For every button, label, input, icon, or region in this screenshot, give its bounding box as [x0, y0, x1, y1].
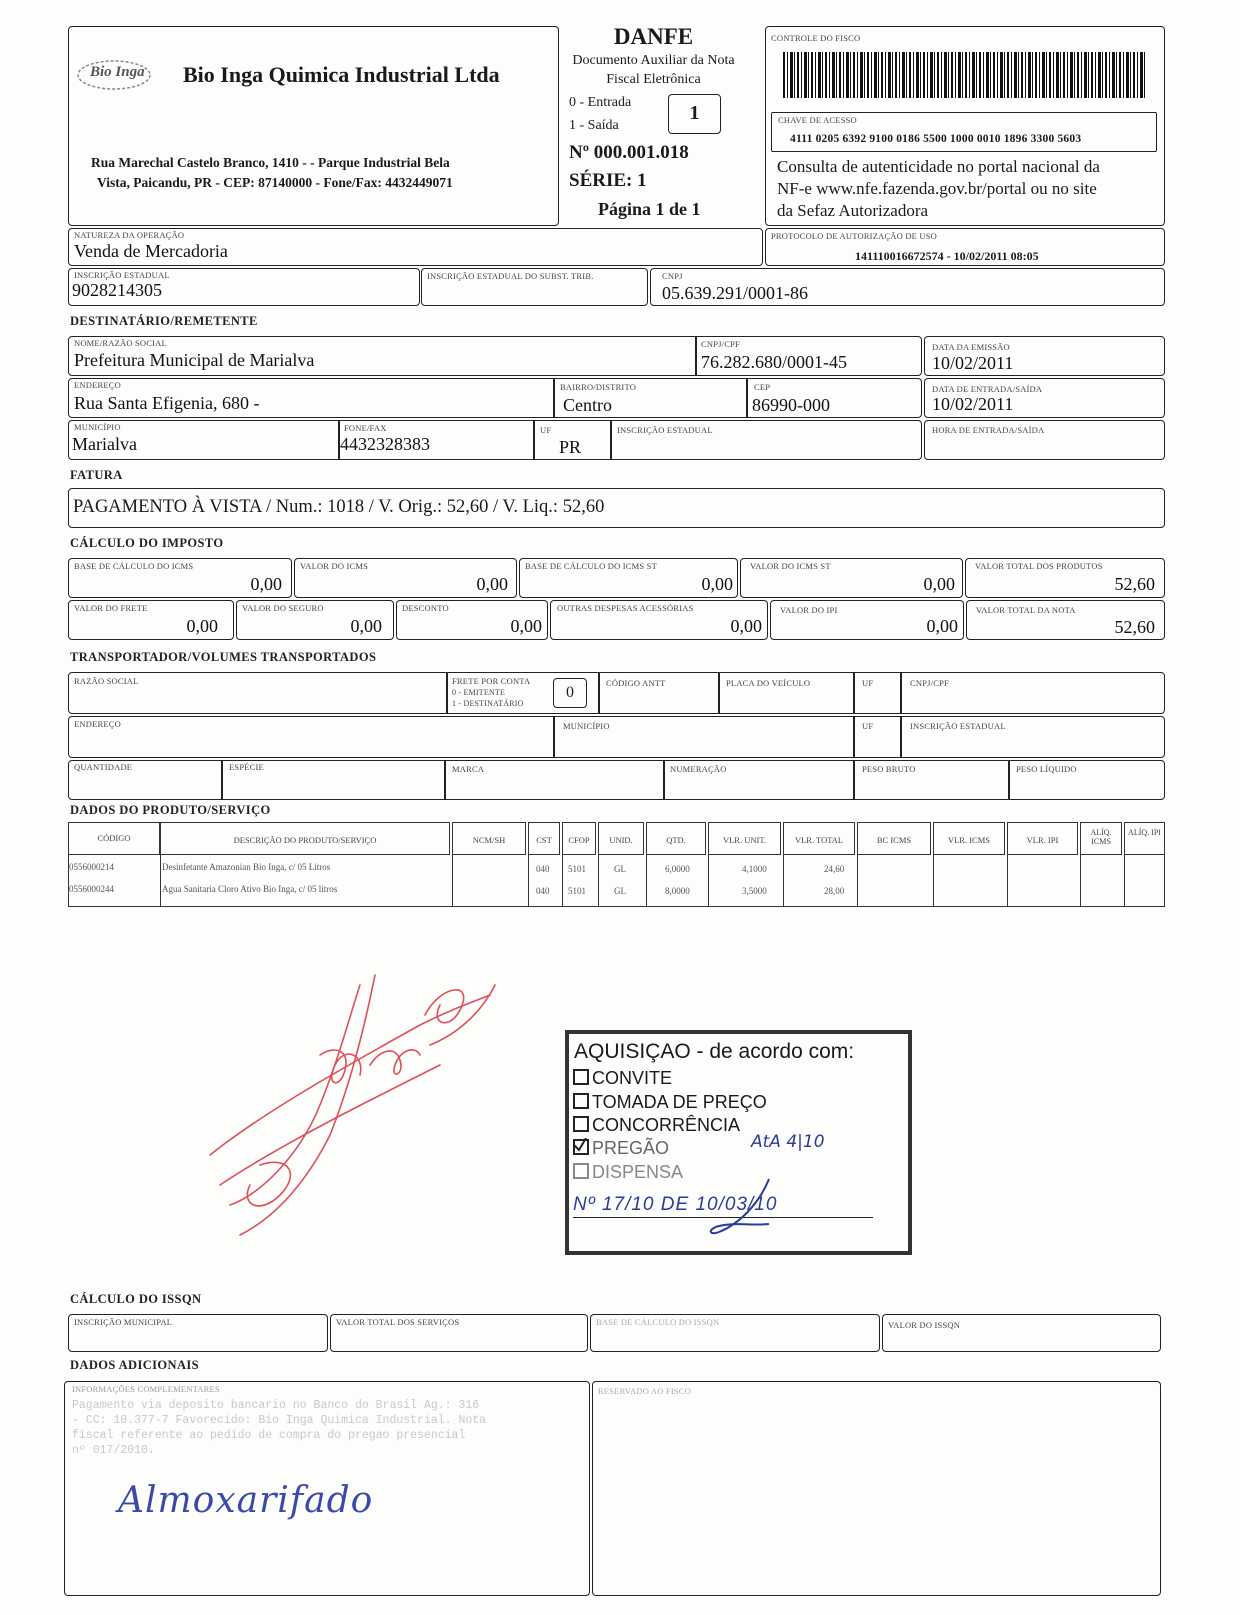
seguro-value: 0,00: [350, 616, 382, 636]
danfe-pagina: Página 1 de 1: [598, 199, 701, 219]
natureza-label: NATUREZA DA OPERAÇÃO: [74, 230, 185, 240]
transp-especie-label: ESPÉCIE: [229, 762, 264, 772]
transp-especie-divider: [221, 760, 223, 800]
row2-codigo: 0556000244: [69, 884, 114, 894]
dest-emissao-value: 10/02/2011: [932, 353, 1014, 373]
transp-peso-bruto-label: PESO BRUTO: [862, 764, 916, 774]
th-qtd: QTD.: [666, 835, 686, 845]
row2-vtotal: 28,00: [824, 886, 845, 896]
stamp-opt1-label: CONVITE: [592, 1068, 673, 1088]
dest-emissao-label: DATA DA EMISSÃO: [932, 342, 1010, 352]
produtos-section: DADOS DO PRODUTO/SERVIÇO: [70, 803, 271, 817]
danfe-numero: Nº 000.001.018: [569, 142, 689, 163]
col-line: [1007, 855, 1008, 907]
stamp-option-dispensa: [573, 1162, 683, 1183]
imposto-section: CÁLCULO DO IMPOSTO: [70, 536, 224, 550]
destinatario-section: DESTINATÁRIO/REMETENTE: [70, 314, 258, 328]
dest-cnpj-label: CNPJ/CPF: [701, 339, 740, 349]
danfe-title: DANFE: [613, 24, 694, 49]
row1-vunit: 4,1000: [742, 864, 767, 874]
th-vicms: VLR. ICMS: [947, 835, 991, 845]
valor-icms-label: VALOR DO ICMS: [300, 561, 369, 571]
dest-cnpj-value: 76.282.680/0001-45: [701, 352, 847, 372]
transp-marca-label: MARCA: [452, 764, 485, 774]
row1-cst: 040: [536, 864, 550, 874]
issqn-im-label: INSCRIÇÃO MUNICIPAL: [74, 1317, 173, 1327]
row2-descricao: Agua Sanitaria Cloro Ativo Bio Inga, c/ 05 litros: [162, 884, 338, 894]
th-cst: CST: [536, 835, 552, 845]
fatura-section: FATURA: [70, 468, 123, 482]
transp-uf2-divider: [853, 716, 855, 758]
danfe-saida: 1 - Saída: [569, 118, 619, 133]
protocolo-label: PROTOCOLO DE AUTORIZAÇÃO DE USO: [771, 231, 937, 241]
company-name: Bio Inga Quimica Industrial Ltda: [183, 62, 500, 87]
dest-bairro-label: BAIRRO/DISTRITO: [560, 382, 637, 392]
chave-label: CHAVE DE ACESSO: [778, 115, 857, 125]
th-unid: UNID.: [609, 835, 633, 845]
dest-cnpj-divider: [695, 336, 697, 376]
company-address-line1: Rua Marechal Castelo Branco, 1410 - - Parque Industrial Bela: [91, 155, 450, 170]
transp-placa-label: PLACA DO VEÍCULO: [726, 678, 811, 688]
transp-numeracao-label: NUMERAÇÃO: [670, 764, 727, 774]
col-line: [783, 855, 784, 907]
dest-endereco-value: Rua Santa Efigenia, 680 -: [74, 393, 260, 413]
col-line: [598, 855, 599, 907]
info-line2: - CC: 10.377-7 Favorecido: Bio Inga Quimica Industrial. Nota: [72, 1414, 487, 1427]
natureza-value: Venda de Mercadoria: [74, 241, 228, 261]
fatura-text: PAGAMENTO À VISTA / Num.: 1018 / V. Orig.: 52,60 / V. Liq.: 52,60: [73, 497, 605, 517]
dest-municipio-value: Marialva: [72, 434, 137, 454]
transp-cnpj-label: CNPJ/CPF: [910, 678, 949, 688]
col-line: [160, 855, 161, 907]
dest-bairro-value: Centro: [563, 395, 612, 415]
consulta-line2: NF-e www.nfe.fazenda.gov.br/portal ou no site: [777, 179, 1097, 198]
dest-municipio-box: [68, 420, 922, 460]
th-bcicms: BC ICMS: [876, 835, 912, 845]
transp-marca-divider: [444, 760, 446, 800]
total-nota-label: VALOR TOTAL DA NOTA: [976, 605, 1076, 615]
ie-st-label: INSCRIÇÃO ESTADUAL DO SUBST. TRIB.: [427, 271, 594, 281]
stamp-opt2-label: TOMADA DE PREÇO: [592, 1092, 767, 1112]
transp-antt-divider: [598, 672, 600, 714]
transp-municipio-label: MUNICÍPIO: [563, 721, 610, 731]
stamp-option-convite: [573, 1068, 672, 1089]
frete-value: 0,00: [186, 616, 218, 636]
transp-frete-label: FRETE POR CONTA: [452, 676, 531, 686]
ipi-value: 0,00: [926, 616, 958, 636]
issqn-base-label: BASE DE CÁLCULO DO ISSQN: [596, 1317, 720, 1327]
ipi-label: VALOR DO IPI: [780, 605, 838, 615]
transp-ie-label: INSCRIÇÃO ESTADUAL: [910, 721, 1006, 731]
transp-frete-val: 0: [566, 684, 574, 701]
cnpj-emit-value: 05.639.291/0001-86: [662, 283, 808, 303]
dest-uf-divider: [533, 420, 535, 460]
stamp-option-pregao: [573, 1138, 669, 1159]
row2-cst: 040: [536, 886, 550, 896]
transp-ie-divider: [900, 716, 902, 758]
dest-entrada-label: DATA DE ENTRADA/SAÍDA: [932, 384, 1043, 394]
dest-ie-divider: [610, 420, 612, 460]
issqn-servicos-label: VALOR TOTAL DOS SERVIÇOS: [336, 1317, 460, 1327]
valor-st-label: VALOR DO ICMS ST: [750, 561, 831, 571]
dest-bairro-divider: [553, 378, 555, 418]
valor-st-value: 0,00: [923, 574, 955, 594]
col-line: [646, 855, 647, 907]
stamp-title: AQUISIÇAO - de acordo com:: [574, 1040, 855, 1063]
row2-vunit: 3,5000: [742, 886, 767, 896]
col-line: [857, 855, 858, 907]
danfe-entrada: 0 - Entrada: [569, 95, 632, 110]
transportador-section: TRANSPORTADOR/VOLUMES TRANSPORTADOS: [70, 650, 377, 664]
reservado-fisco-label: RESERVADO AO FISCO: [598, 1386, 691, 1396]
th-vipi: VLR. IPI: [1026, 835, 1059, 845]
checkbox-icon: [573, 1116, 589, 1132]
info-line4: nº 017/2010.: [72, 1444, 155, 1457]
dest-cep-label: CEP: [754, 382, 771, 392]
row1-cfop: 5101: [568, 864, 586, 874]
barcode: [783, 52, 1147, 98]
dest-uf-value: PR: [559, 437, 582, 457]
transp-cnpj-divider: [900, 672, 902, 714]
dest-fone-value: 4432328383: [340, 434, 430, 454]
transp-razao-label: RAZÃO SOCIAL: [74, 676, 139, 686]
ie-label: INSCRIÇÃO ESTADUAL: [74, 270, 170, 280]
emitente-box: [68, 26, 559, 226]
checkbox-icon: [573, 1163, 589, 1179]
dest-nome-label: NOME/RAZÃO SOCIAL: [74, 338, 167, 348]
row1-descricao: Desinfetante Amazonian Bio Inga, c/ 05 Litros: [162, 862, 331, 872]
base-st-label: BASE DE CÁLCULO DO ICMS ST: [525, 561, 658, 571]
stamp-option-tomada: [573, 1092, 767, 1113]
chave-acesso: 4111 0205 6392 9100 0186 5500 1000 0010 1896 3300 5603: [790, 133, 1082, 145]
checkbox-checked-icon: [573, 1139, 589, 1155]
stamp-option-concorrencia: [573, 1115, 740, 1136]
transp-placa-divider: [718, 672, 720, 714]
aquisicao-stamp: [565, 1030, 912, 1255]
dest-uf-label: UF: [540, 425, 552, 435]
desconto-label: DESCONTO: [402, 603, 449, 613]
col-line: [452, 855, 453, 907]
reservado-fisco-box: [592, 1381, 1161, 1596]
row2-qtd: 8,0000: [665, 886, 690, 896]
company-address-line2: Vista, Paicandu, PR - CEP: 87140000 - Fone/Fax: 4432449071: [97, 175, 453, 190]
issqn-valor-label: VALOR DO ISSQN: [888, 1320, 961, 1330]
th-codigo: CÓDIGO: [97, 833, 131, 843]
issqn-section: CÁLCULO DO ISSQN: [70, 1292, 202, 1306]
row1-vtotal: 24,60: [824, 864, 845, 874]
consulta-line1: Consulta de autenticidade no portal nacional da: [777, 157, 1100, 176]
transp-frete-opt0: 0 - EMITENTE: [452, 688, 506, 697]
stamp-opt5-label: DISPENSA: [592, 1162, 684, 1182]
transp-uf2-label: UF: [862, 721, 874, 731]
col-line: [528, 855, 529, 907]
row1-codigo: 0556000214: [69, 862, 114, 872]
danfe-tipo: 1: [689, 102, 700, 124]
transp-qtd-label: QUANTIDADE: [74, 762, 133, 772]
transp-numeracao-divider: [663, 760, 665, 800]
col-line: [1080, 855, 1081, 907]
signature: [200, 955, 510, 1245]
handwriting-almoxarifado: Almoxarifado: [118, 1480, 374, 1521]
col-line: [1124, 855, 1125, 907]
dest-municipio-label: MUNICÍPIO: [74, 422, 121, 432]
info-line1: Pagamento via deposito bancario no Banco do Brasil Ag.: 316: [72, 1399, 480, 1412]
th-ncm: NCM/SH: [472, 835, 506, 845]
base-icms-value: 0,00: [250, 574, 282, 594]
outras-label: OUTRAS DESPESAS ACESSÓRIAS: [557, 603, 694, 613]
row1-qtd: 6,0000: [665, 864, 690, 874]
frete-label: VALOR DO FRETE: [74, 603, 148, 613]
dest-hora-label: HORA DE ENTRADA/SAÍDA: [932, 425, 1045, 435]
col-line: [562, 855, 563, 907]
controle-fisco-label: CONTROLE DO FISCO: [771, 33, 861, 43]
row2-unid: GL: [614, 886, 626, 896]
transp-uf-divider: [853, 672, 855, 714]
ie-value: 9028214305: [72, 280, 162, 300]
th-aicms: ALÍQ. ICMS: [1090, 828, 1112, 846]
dest-ie-label: INSCRIÇÃO ESTADUAL: [617, 425, 713, 435]
dest-cep-value: 86990-000: [752, 395, 830, 415]
stamp-opt4-label: PREGÃO: [592, 1138, 670, 1158]
transp-peso-liquido-label: PESO LÍQUIDO: [1016, 764, 1077, 774]
danfe-subtitle2: Fiscal Eletrônica: [606, 72, 701, 87]
cnpj-emit-label: CNPJ: [662, 271, 683, 281]
transp-peso-bruto-divider: [853, 760, 855, 800]
transp-frete-opt1: 1 - DESTINATÁRIO: [452, 699, 524, 708]
dest-endereco-label: ENDEREÇO: [74, 380, 121, 390]
transp-antt-label: CÓDIGO ANTT: [606, 678, 666, 688]
checkbox-icon: [573, 1093, 589, 1109]
danfe-subtitle1: Documento Auxiliar da Nota: [572, 53, 735, 68]
company-logo: [76, 58, 162, 92]
dest-fone-label: FONE/FAX: [344, 423, 387, 433]
desconto-value: 0,00: [510, 616, 542, 636]
base-st-value: 0,00: [701, 574, 733, 594]
transp-endereco-label: ENDEREÇO: [74, 719, 121, 729]
transp-municipio-divider: [553, 716, 555, 758]
seguro-label: VALOR DO SEGURO: [242, 603, 324, 613]
checkbox-icon: [573, 1069, 589, 1085]
protocolo-value: 141110016672574 - 10/02/2011 08:05: [855, 249, 1039, 263]
transp-frete-divider: [446, 672, 448, 714]
col-line: [933, 855, 934, 907]
col-line: [708, 855, 709, 907]
th-descricao: DESCRIÇÃO DO PRODUTO/SERVIÇO: [233, 835, 377, 845]
stamp-opt3-label: CONCORRÊNCIA: [592, 1115, 741, 1135]
th-aipi: ALÍQ. IPI: [1128, 828, 1161, 837]
th-aipi-cell: [1124, 822, 1165, 855]
dest-cep-divider: [746, 378, 748, 418]
th-cfop: CFOP: [568, 835, 590, 845]
total-nota-value: 52,60: [1114, 617, 1155, 637]
stamp-pen-mark: [699, 1174, 789, 1244]
base-icms-label: BASE DE CÁLCULO DO ICMS: [74, 561, 194, 571]
logo-text: Bio Inga: [90, 64, 145, 80]
stamp-numero: Nº 17/10 DE 10/03/10: [573, 1194, 778, 1215]
info-complementares-label: INFORMAÇÕES COMPLEMENTARES: [72, 1384, 220, 1394]
danfe-serie: SÉRIE: 1: [569, 170, 647, 191]
row2-cfop: 5101: [568, 886, 586, 896]
transp-uf-label: UF: [862, 678, 874, 688]
info-line3: fiscal referente ao pedido de compra do pregao presencial: [72, 1429, 466, 1442]
consulta-line3: da Sefaz Autorizadora: [777, 201, 929, 220]
th-vtotal: VLR. TOTAL: [794, 835, 844, 845]
transp-peso-liquido-divider: [1008, 760, 1010, 800]
dest-entrada-value: 10/02/2011: [932, 394, 1014, 414]
valor-icms-value: 0,00: [476, 574, 508, 594]
th-vunit: VLR. UNIT.: [722, 835, 767, 845]
total-produtos-label: VALOR TOTAL DOS PRODUTOS: [975, 561, 1103, 571]
total-produtos-value: 52,60: [1114, 574, 1155, 594]
outras-value: 0,00: [730, 616, 762, 636]
stamp-ata: AtA 4|10: [751, 1132, 825, 1152]
adicionais-section: DADOS ADICIONAIS: [70, 1358, 199, 1372]
dest-nome-value: Prefeitura Municipal de Marialva: [74, 350, 315, 370]
row1-unid: GL: [614, 864, 626, 874]
